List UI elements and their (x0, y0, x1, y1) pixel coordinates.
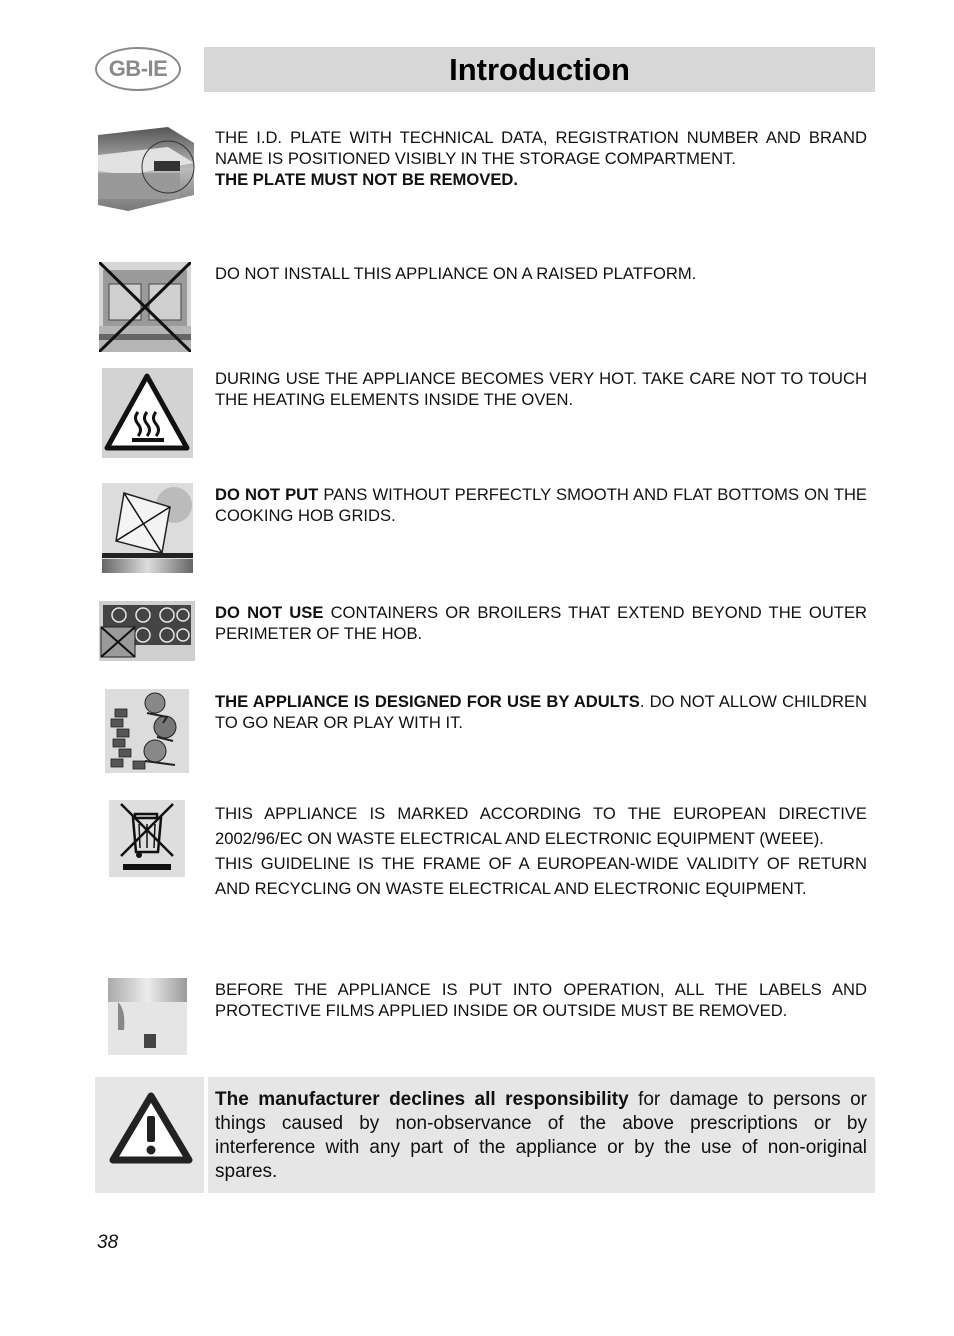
weee-bin-icon (109, 800, 185, 877)
item-protective-film (215, 979, 867, 1021)
item-bold-text: THE PLATE MUST NOT BE REMOVED. (215, 170, 518, 189)
item-bold-text: THE APPLIANCE IS DESIGNED FOR USE BY ADULTS (215, 692, 640, 711)
id-plate-icon (98, 125, 196, 211)
item-children (215, 691, 867, 733)
item-text: THIS APPLIANCE IS MARKED ACCORDING TO THE EUROPEAN DIRECTIVE (215, 804, 867, 823)
item-containers (215, 602, 867, 644)
no-raised-platform-icon (99, 262, 191, 352)
item-hot (215, 368, 867, 410)
item-text: CONTAINERS OR BROILERS THAT EXTEND BEYOND THE OUTER PERIMETER OF THE HOB. (215, 603, 867, 643)
item-text: THIS GUIDELINE IS THE FRAME OF A EUROPEAN-WIDE VALIDITY OF RETURN AND RECYCLING ON WASTE ELECTRICAL AND ELECTRONIC EQUIPMENT. (215, 854, 867, 898)
disclaimer-bold: The manufacturer declines all responsibility (215, 1089, 629, 1110)
hot-surface-warning-icon (102, 368, 193, 458)
disclaimer-divider (204, 1077, 208, 1193)
item-platform (215, 263, 867, 284)
item-id-plate (215, 127, 867, 190)
page-number: 38 (97, 1232, 119, 1253)
item-weee (215, 801, 867, 901)
item-pans (215, 484, 867, 526)
no-warped-pans-icon (102, 483, 193, 573)
item-text: PANS WITHOUT PERFECTLY SMOOTH AND FLAT BOTTOMS ON THE COOKING HOB GRIDS. (215, 485, 868, 525)
item-bold-text: DO NOT USE (215, 603, 324, 622)
item-text: DURING USE THE APPLIANCE BECOMES VERY HOT. TAKE CARE NOT TO TOUCH THE HEATING ELEMENTS INSIDE THE OVEN. (215, 369, 867, 409)
title-bar (204, 47, 875, 92)
disclaimer-body: for damage to persons or things caused by non-observance of the above prescriptions or by interference with any part of the appliance or by the use of non-original spares. (215, 1089, 867, 1182)
exclamation-warning-icon (108, 1090, 194, 1166)
children-warning-icon (105, 689, 189, 773)
no-oversize-containers-icon (99, 601, 195, 661)
protective-film-icon (108, 978, 187, 1055)
item-text: THE I.D. PLATE WITH TECHNICAL DATA, REGISTRATION NUMBER AND BRAND NAME IS POSITIONED VISIBLY IN THE STORAGE COMPARTMENT. (215, 128, 867, 168)
disclaimer-text (215, 1088, 867, 1184)
item-text: . DO NOT ALLOW CHILDREN TO GO NEAR OR PLAY WITH IT. (215, 692, 867, 732)
item-text: 2002/96/EC ON WASTE ELECTRICAL AND ELECTRONIC EQUIPMENT (WEEE). (215, 829, 824, 848)
item-text: DO NOT INSTALL THIS APPLIANCE ON A RAISED PLATFORM. (215, 264, 697, 283)
item-text: BEFORE THE APPLIANCE IS PUT INTO OPERATION, ALL THE LABELS AND PROTECTIVE FILMS APPLIED INSIDE OR OUTSIDE MUST BE REMOVED. (215, 980, 867, 1020)
item-bold-text: DO NOT PUT (215, 485, 319, 504)
region-badge-label: GB-IE (108, 56, 168, 81)
region-badge (95, 47, 181, 91)
page-title: Introduction (449, 51, 630, 87)
